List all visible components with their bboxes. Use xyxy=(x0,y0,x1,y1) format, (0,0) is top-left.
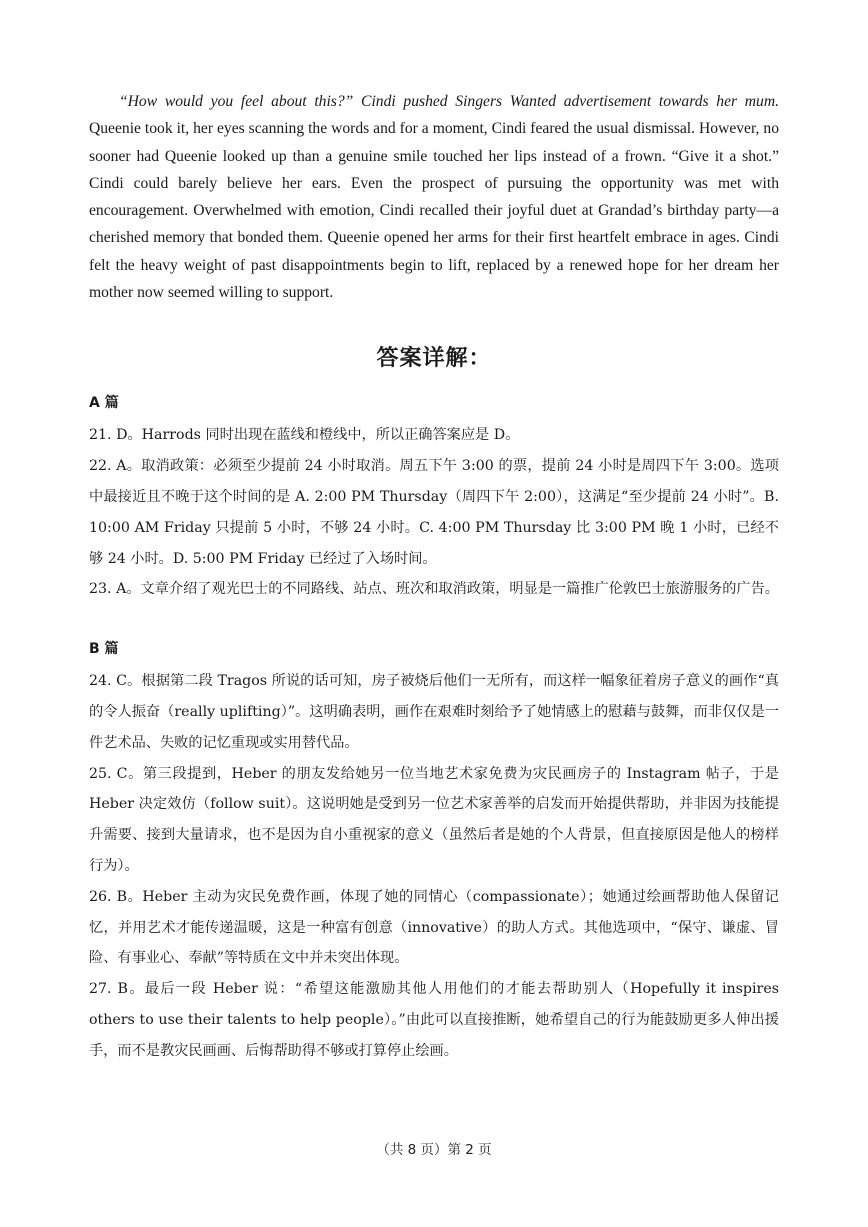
story-paragraph xyxy=(89,88,779,306)
answer-27: 27. B。最后一段 Heber 说：“希望这能激励其他人用他们的才能去帮助别人（Hopefully it inspires others to use their talents to help people）。”由此可以直接推断，她希望自己的行为能鼓励更多人伸出援手，而不是教灾民画画、后悔帮助得不够或打算停止绘画。 xyxy=(89,981,779,1059)
document-page xyxy=(89,88,779,1067)
section-a-label: A 篇 xyxy=(89,395,119,412)
answer-21: 21. D。Harrods 同时出现在蓝线和橙线中，所以正确答案应是 D。 xyxy=(89,427,520,444)
page-footer: （共 8 页）第 2 页 xyxy=(376,1142,492,1158)
answer-23: 23. A。文章介绍了观光巴士的不同路线、站点、班次和取消政策，明显是一篇推广伦敦巴士旅游服务的广告。 xyxy=(89,581,779,598)
answer-22: 22. A。取消政策：必须至少提前 24 小时取消。周五下午 3:00 的票，提前 24 小时是周四下午 3:00。选项中最接近且不晚于这个时间的是 A. 2:00 PM Thursday（周四下午 2:00），这满足“至少提前 24 小时”。B. 10:00 AM Friday 只提前 5 小时，不够 24 小时。C. 4:00 PM Thursday 比 3:00 PM 晚 1 小时，已经不够 24 小时。D. 5:00 PM Friday 已经过了入场时间。 xyxy=(89,458,779,567)
answer-25: 25. C。第三段提到，Heber 的朋友发给她另一位当地艺术家免费为灾民画房子的 Instagram 帖子，于是 Heber 决定效仿（follow suit）。这说明她是受到另一位艺术家善举的启发而开始提供帮助，并非因为技能提升需要、接到大量请求，也不是因为自小重视家的意义（虽然后者是她的个人背景，但直接原因是他人的榜样行为）。 xyxy=(89,765,779,874)
answers-heading: 答案详解： xyxy=(376,346,492,372)
story-body: Queenie took it, her eyes scanning the words and for a moment, Cindi feared the usual dismissal. However, no sooner had Queenie looked up than a genuine smile touched her lips instead of a frown. “Give it a shot.” Cindi could barely believe her ears. Even the prospect of pursuing the opportunity was met with encouragement. Overwhelmed with emotion, Cindi recalled their joyful duet at Grandad’s birthday party—a cherished memory that bonded them. Queenie opened her arms for their first heartfelt embrace in ages. Cindi felt the heavy weight of past disappointments begin to lift, replaced by a renewed hope for her dream her mother now seemed willing to support. xyxy=(89,120,779,302)
section-b-label: B 篇 xyxy=(89,641,119,658)
story-lead-italic: “How would you feel about this?” Cindi pushed Singers Wanted advertisement towards her mum. xyxy=(119,93,779,110)
answer-26: 26. B。Heber 主动为灾民免费作画，体现了她的同情心（compassionate）；她通过绘画帮助他人保留记忆，并用艺术才能传递温暖，这是一种富有创意（innovative）的助人方式。其他选项中，“保守、谦虚、冒险、有事业心、奉献”等特质在文中并未突出体现。 xyxy=(89,888,779,967)
section-gap xyxy=(89,605,779,636)
answer-24: 24. C。根据第二段 Tragos 所说的话可知，房子被烧后他们一无所有，而这样一幅象征着房子意义的画作“真的令人振奋（really uplifting）”。这明确表明，画作在艰难时刻给予了她情感上的慰藉与鼓舞，而非仅仅是一件艺术品、失败的记忆重现或实用替代品。 xyxy=(89,673,779,751)
